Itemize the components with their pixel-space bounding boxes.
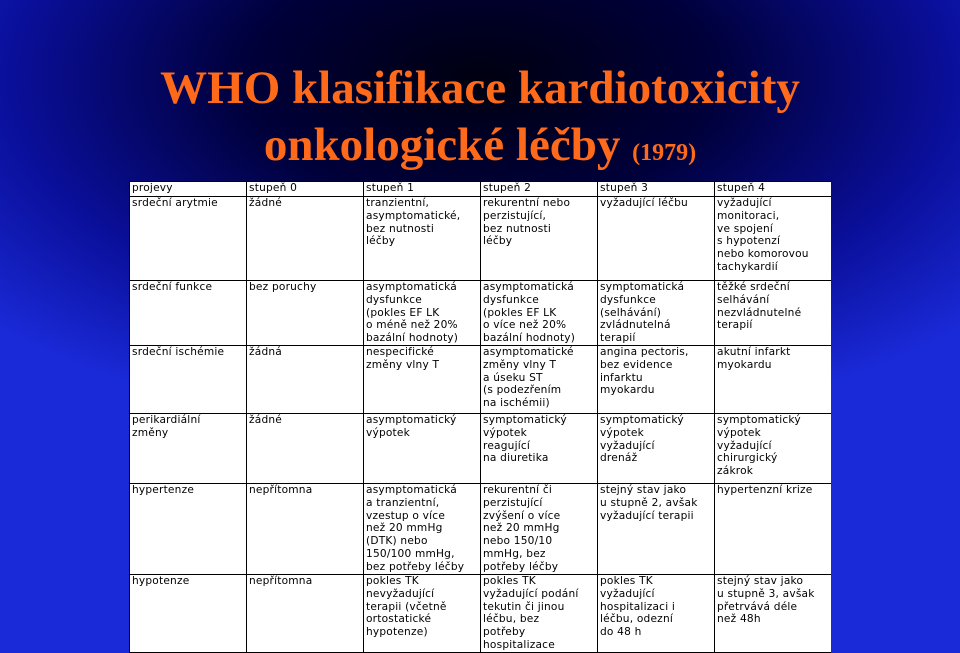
cell-text-line: asymptomatická	[366, 483, 457, 496]
table-body	[130, 197, 832, 653]
cell-text-line: hypertenze	[132, 483, 195, 496]
grade-cell	[364, 413, 481, 483]
cell-text-line: na ischémii)	[483, 397, 550, 410]
title-year: (1979)	[632, 140, 697, 166]
cell-text-line: výpotek	[717, 426, 761, 439]
cell-text-line: u stupně 3, avšak	[717, 587, 815, 600]
symptom-cell	[130, 483, 247, 574]
cell-text-line: angina pectoris,	[600, 345, 689, 358]
cell-text-line: srdeční arytmie	[132, 197, 218, 209]
cell-text-line: hospitalizace	[483, 638, 555, 651]
cell-text-line: s hypotenzí	[717, 235, 781, 248]
cell-text-line: reagující	[483, 439, 531, 452]
cell-text-line: (s podezřením	[483, 384, 562, 397]
cell-text-line: infarktu	[600, 371, 643, 384]
symptom-cell	[130, 413, 247, 483]
cell-text-line: pokles TK	[483, 574, 536, 587]
cell-text-line: (selhávání)	[600, 306, 662, 319]
cell-text-line: monitoraci,	[717, 209, 780, 222]
cell-text-line: změny vlny T	[483, 358, 557, 371]
symptom-cell	[130, 197, 247, 281]
cell-text-line: nezvládnutelné	[717, 306, 802, 319]
grade-cell	[598, 574, 715, 652]
symptom-cell	[130, 574, 247, 652]
cell-text-line: než 20 mmHg	[366, 522, 443, 535]
cell-text-line: bez evidence	[600, 358, 673, 371]
cell-text-line: nebo komorovou	[717, 248, 809, 261]
cell-text-line: vyžadující	[717, 197, 772, 209]
table-row	[130, 345, 832, 413]
grade-cell	[481, 483, 598, 574]
cell-text-line: bez nutnosti	[483, 222, 551, 235]
grade-cell	[481, 413, 598, 483]
cell-text-line: akutní infarkt	[717, 345, 791, 358]
grade-cell	[247, 281, 364, 346]
cell-text-line: pokles TK	[366, 574, 419, 587]
cell-text-line: stejný stav jako	[717, 574, 804, 587]
table-row	[130, 281, 832, 346]
cell-text-line: tachykardií	[717, 260, 778, 273]
cell-text-line: změny vlny T	[366, 358, 440, 371]
cell-text-line: vyžadující	[717, 439, 772, 452]
grade-cell	[598, 197, 715, 281]
cell-text-line: žádné	[249, 197, 283, 209]
table-row	[130, 197, 832, 281]
cell-text-line: přetrvává déle	[717, 600, 798, 613]
grade-cell	[364, 197, 481, 281]
cell-text-line: žádná	[249, 345, 282, 358]
grade-cell	[247, 197, 364, 281]
title-line-2	[0, 115, 960, 183]
cell-text-line: hypertenzní krize	[717, 483, 813, 496]
cell-text-line: bez nutnosti	[366, 222, 434, 235]
cell-text-line: u stupně 2, avšak	[600, 496, 698, 509]
cell-text-line: žádné	[249, 413, 283, 426]
cell-text-line: asymptomatický	[366, 413, 457, 426]
table-row	[130, 574, 832, 652]
cell-text-line: dysfunkce	[366, 293, 422, 306]
cell-text-line: bez poruchy	[249, 281, 317, 293]
cell-text-line: zvýšení o více	[483, 509, 561, 522]
cell-text-line: než 20 mmHg	[483, 522, 560, 535]
cell-text-line: rekurentní nebo	[483, 197, 571, 209]
cell-text-line: pokles TK	[600, 574, 653, 587]
grade-cell	[715, 574, 832, 652]
grade-cell	[481, 197, 598, 281]
symptom-cell	[130, 281, 247, 346]
cell-text-line: perzistující,	[483, 209, 547, 222]
cell-text-line: stejný stav jako	[600, 483, 687, 496]
cell-text-line: symptomatický	[600, 413, 684, 426]
cell-text-line: bez potřeby léčby	[366, 560, 465, 573]
cell-text-line: o méně než 20%	[366, 319, 458, 332]
cell-text-line: nepřítomna	[249, 574, 313, 587]
cell-text-line: dysfunkce	[483, 293, 539, 306]
cell-text-line: potřeby léčby	[483, 560, 559, 573]
grade-cell	[247, 413, 364, 483]
grade-cell	[715, 413, 832, 483]
table-row	[130, 483, 832, 574]
grade-cell	[598, 413, 715, 483]
cell-text-line: symptomatický	[717, 413, 801, 426]
cell-text-line: terapií	[717, 319, 753, 332]
grade-cell	[364, 281, 481, 346]
table-row	[130, 413, 832, 483]
cell-text-line: léčbu, odezní	[600, 613, 674, 626]
column-header: stupeň 0	[247, 182, 364, 197]
cell-text-line: asymptomatické	[483, 345, 574, 358]
cell-text-line: o více než 20%	[483, 319, 567, 332]
column-header: stupeň 1	[364, 182, 481, 197]
title-line-2-text: onkologické léčby	[263, 119, 621, 171]
grade-cell	[481, 345, 598, 413]
cell-text-line: výpotek	[366, 426, 410, 439]
cell-text-line: (pokles EF LK	[366, 306, 440, 319]
grade-cell	[364, 483, 481, 574]
cell-text-line: chirurgický	[717, 452, 778, 465]
cell-text-line: léčby	[366, 235, 396, 248]
cell-text-line: bazální hodnoty)	[483, 332, 576, 345]
cell-text-line: ortostatické	[366, 613, 432, 626]
column-header: stupeň 3	[598, 182, 715, 197]
grade-cell	[715, 345, 832, 413]
cell-text-line: než 48h	[717, 613, 761, 626]
cell-text-line: potřeby	[483, 626, 526, 639]
grade-cell	[247, 574, 364, 652]
cell-text-line: asymptomatická	[366, 281, 457, 293]
grade-cell	[247, 483, 364, 574]
cell-text-line: zvládnutelná	[600, 319, 671, 332]
cell-text-line: na diuretika	[483, 452, 549, 465]
grade-cell	[598, 281, 715, 346]
cell-text-line: myokardu	[717, 358, 772, 371]
cell-text-line: hypotenze	[132, 574, 190, 587]
cell-text-line: a úseku ST	[483, 371, 543, 384]
table-header-row	[130, 182, 832, 197]
cell-text-line: nevyžadující	[366, 587, 435, 600]
cell-text-line: do 48 h	[600, 626, 642, 639]
cell-text-line: ve spojení	[717, 222, 773, 235]
title-line-1: WHO klasifikace kardiotoxicity	[160, 62, 800, 114]
cell-text-line: srdeční ischémie	[132, 345, 225, 358]
cell-text-line: terapii (včetně	[366, 600, 447, 613]
column-header: stupeň 2	[481, 182, 598, 197]
cell-text-line: 150/100 mmHg,	[366, 547, 455, 560]
grade-cell	[364, 345, 481, 413]
cell-text-line: selhávání	[717, 293, 770, 306]
symptom-cell	[130, 345, 247, 413]
cell-text-line: symptomatická	[600, 281, 685, 293]
cell-text-line: léčbu, bez	[483, 613, 540, 626]
grade-cell	[247, 345, 364, 413]
cell-text-line: vzestup o více	[366, 509, 446, 522]
grade-cell	[715, 281, 832, 346]
grade-cell	[481, 574, 598, 652]
cell-text-line: vyžadující terapii	[600, 509, 694, 522]
cell-text-line: bazální hodnoty)	[366, 332, 459, 345]
cell-text-line: mmHg, bez	[483, 547, 546, 560]
cell-text-line: asymptomatické,	[366, 209, 461, 222]
cell-text-line: nepřítomna	[249, 483, 313, 496]
cell-text-line: tekutin či jinou	[483, 600, 565, 613]
cell-text-line: tranzientní,	[366, 197, 430, 209]
cell-text-line: změny	[132, 426, 169, 439]
column-header: stupeň 4	[715, 182, 832, 197]
cell-text-line: nebo 150/10	[483, 535, 553, 548]
cell-text-line: vyžadující podání	[483, 587, 579, 600]
cell-text-line: perikardiální	[132, 413, 201, 426]
cell-text-line: rekurentní či	[483, 483, 553, 496]
cell-text-line: dysfunkce	[600, 293, 656, 306]
cell-text-line: myokardu	[600, 384, 655, 397]
cell-text-line: terapií	[600, 332, 636, 345]
grade-cell	[715, 483, 832, 574]
cell-text-line: hypotenze)	[366, 626, 428, 639]
grade-cell	[715, 197, 832, 281]
column-header: projevy	[130, 182, 247, 197]
cell-text-line: drenáž	[600, 452, 638, 465]
cell-text-line: vyžadující	[600, 587, 655, 600]
cell-text-line: (DTK) nebo	[366, 535, 428, 548]
cell-text-line: výpotek	[483, 426, 527, 439]
slide-title	[0, 58, 960, 183]
grade-cell	[598, 345, 715, 413]
grade-cell	[364, 574, 481, 652]
cell-text-line: výpotek	[600, 426, 644, 439]
cell-text-line: vyžadující	[600, 439, 655, 452]
grade-cell	[481, 281, 598, 346]
classification-table	[129, 181, 831, 653]
cell-text-line: hospitalizaci i	[600, 600, 676, 613]
cell-text-line: vyžadující léčbu	[600, 197, 688, 209]
cell-text-line: těžké srdeční	[717, 281, 790, 293]
cell-text-line: léčby	[483, 235, 513, 248]
grade-cell	[598, 483, 715, 574]
cell-text-line: symptomatický	[483, 413, 567, 426]
classification-table-container	[129, 181, 831, 653]
cell-text-line: asymptomatická	[483, 281, 574, 293]
cell-text-line: perzistující	[483, 496, 543, 509]
cell-text-line: (pokles EF LK	[483, 306, 557, 319]
cell-text-line: nespecifické	[366, 345, 434, 358]
cell-text-line: srdeční funkce	[132, 281, 213, 293]
cell-text-line: a tranzientní,	[366, 496, 440, 509]
cell-text-line: zákrok	[717, 465, 754, 478]
